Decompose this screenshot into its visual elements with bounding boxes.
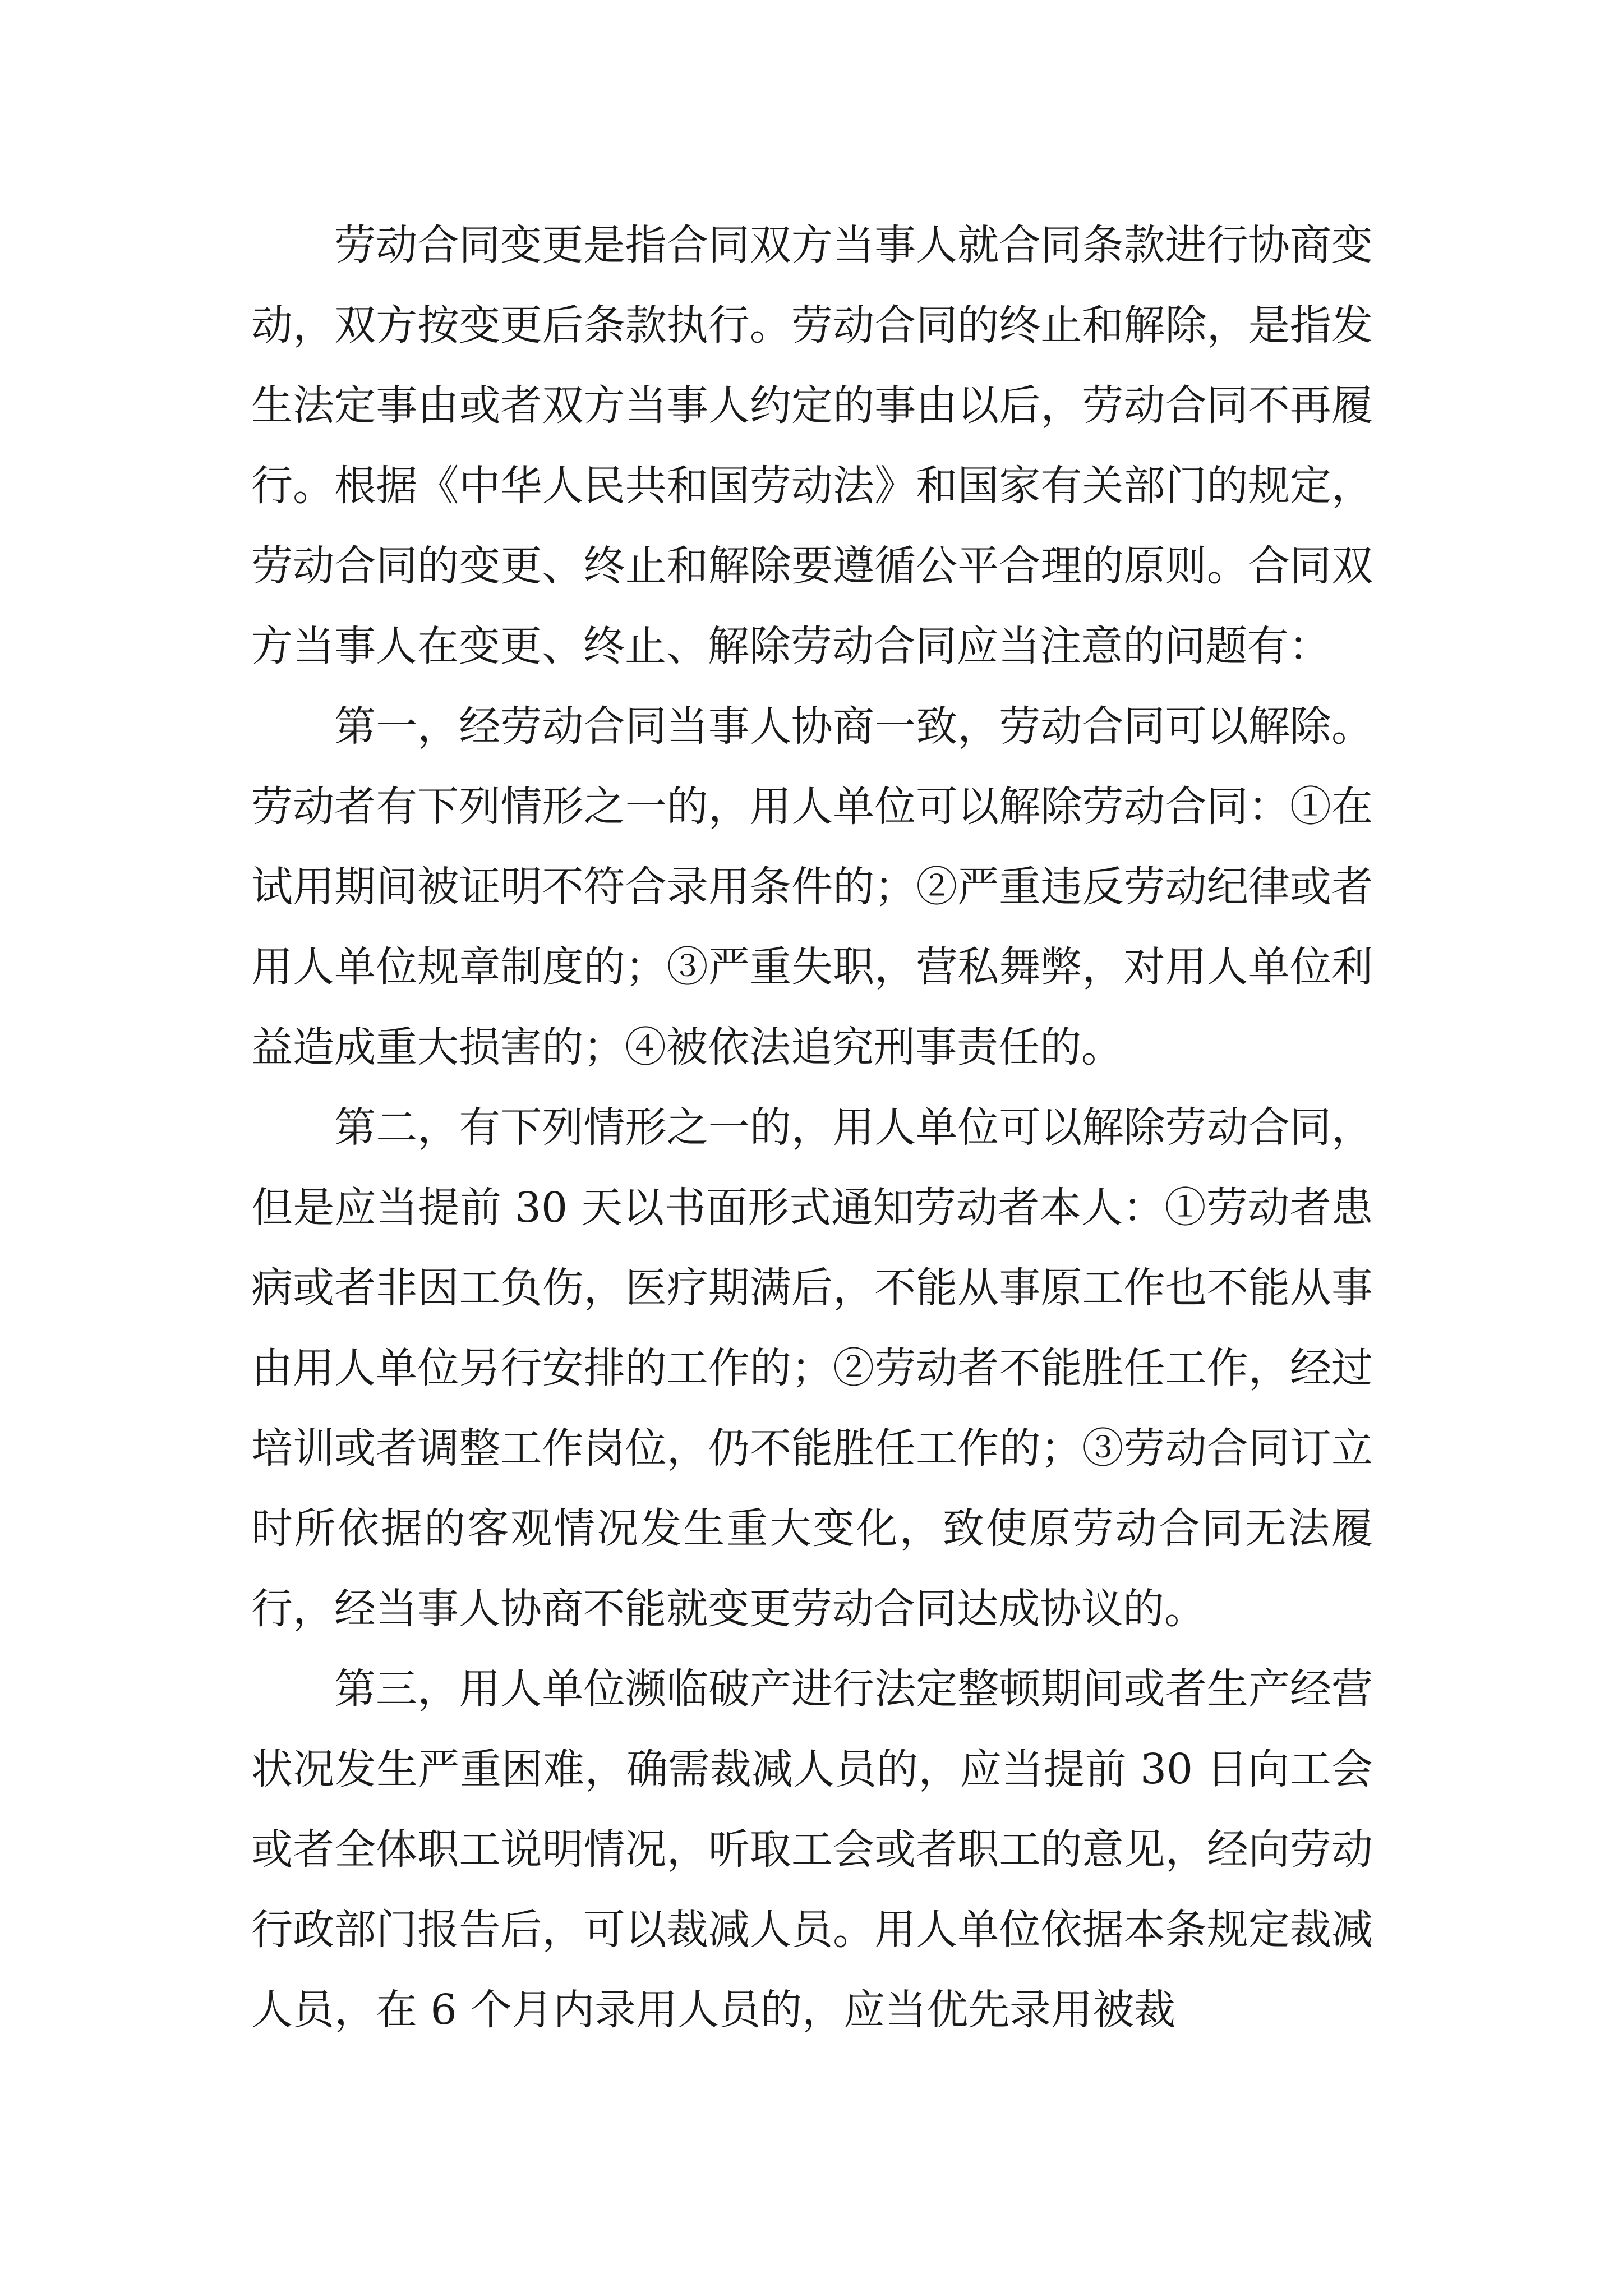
paragraph-first: 第一，经劳动合同当事人协商一致，劳动合同可以解除。劳动者有下列情形之一的，用人单位可以解除劳动合同：①在试用期间被证明不符合录用条件的；②严重违反劳动纪律或者用人单位规章制度的；③严重失职，营私舞弊，对用人单位利益造成重大损害的；④被依法追究刑事责任的。 (251, 702, 1373, 1071)
paragraph-second: 第二，有下列情形之一的，用人单位可以解除劳动合同，但是应当提前 30 天以书面形式通知劳动者本人：①劳动者患病或者非因工负伤，医疗期满后，不能从事原工作也不能从事由用人单位另行安排的工作的；②劳动者不能胜任工作，经过培训或者调整工作岗位，仍不能胜任工作的；③劳动合同订立时所依据的客观情况发生重大变化，致使原劳动合同无法履行，经当事人协商不能就变更劳动合同达成协议的。 (251, 1103, 1373, 1633)
paragraph-intro: 劳动合同变更是指合同双方当事人就合同条款进行协商变动，双方按变更后条款执行。劳动合同的终止和解除，是指发生法定事由或者双方当事人约定的事由以后，劳动合同不再履行。根据《中华人民共和国劳动法》和国家有关部门的规定，劳动合同的变更、终止和解除要遵循公平合理的原则。合同双方当事人在变更、终止、解除劳动合同应当注意的问题有： (251, 221, 1373, 670)
document-body (251, 205, 1373, 2050)
paragraph-third: 第三，用人单位濒临破产进行法定整顿期间或者生产经营状况发生严重困难，确需裁减人员的，应当提前 30 日向工会或者全体职工说明情况，听取工会或者职工的意见，经向劳动行政部门报告后，可以裁减人员。用人单位依据本条规定裁减人员，在 6 个月内录用人员的，应当优先录用被裁 (251, 1665, 1373, 2034)
